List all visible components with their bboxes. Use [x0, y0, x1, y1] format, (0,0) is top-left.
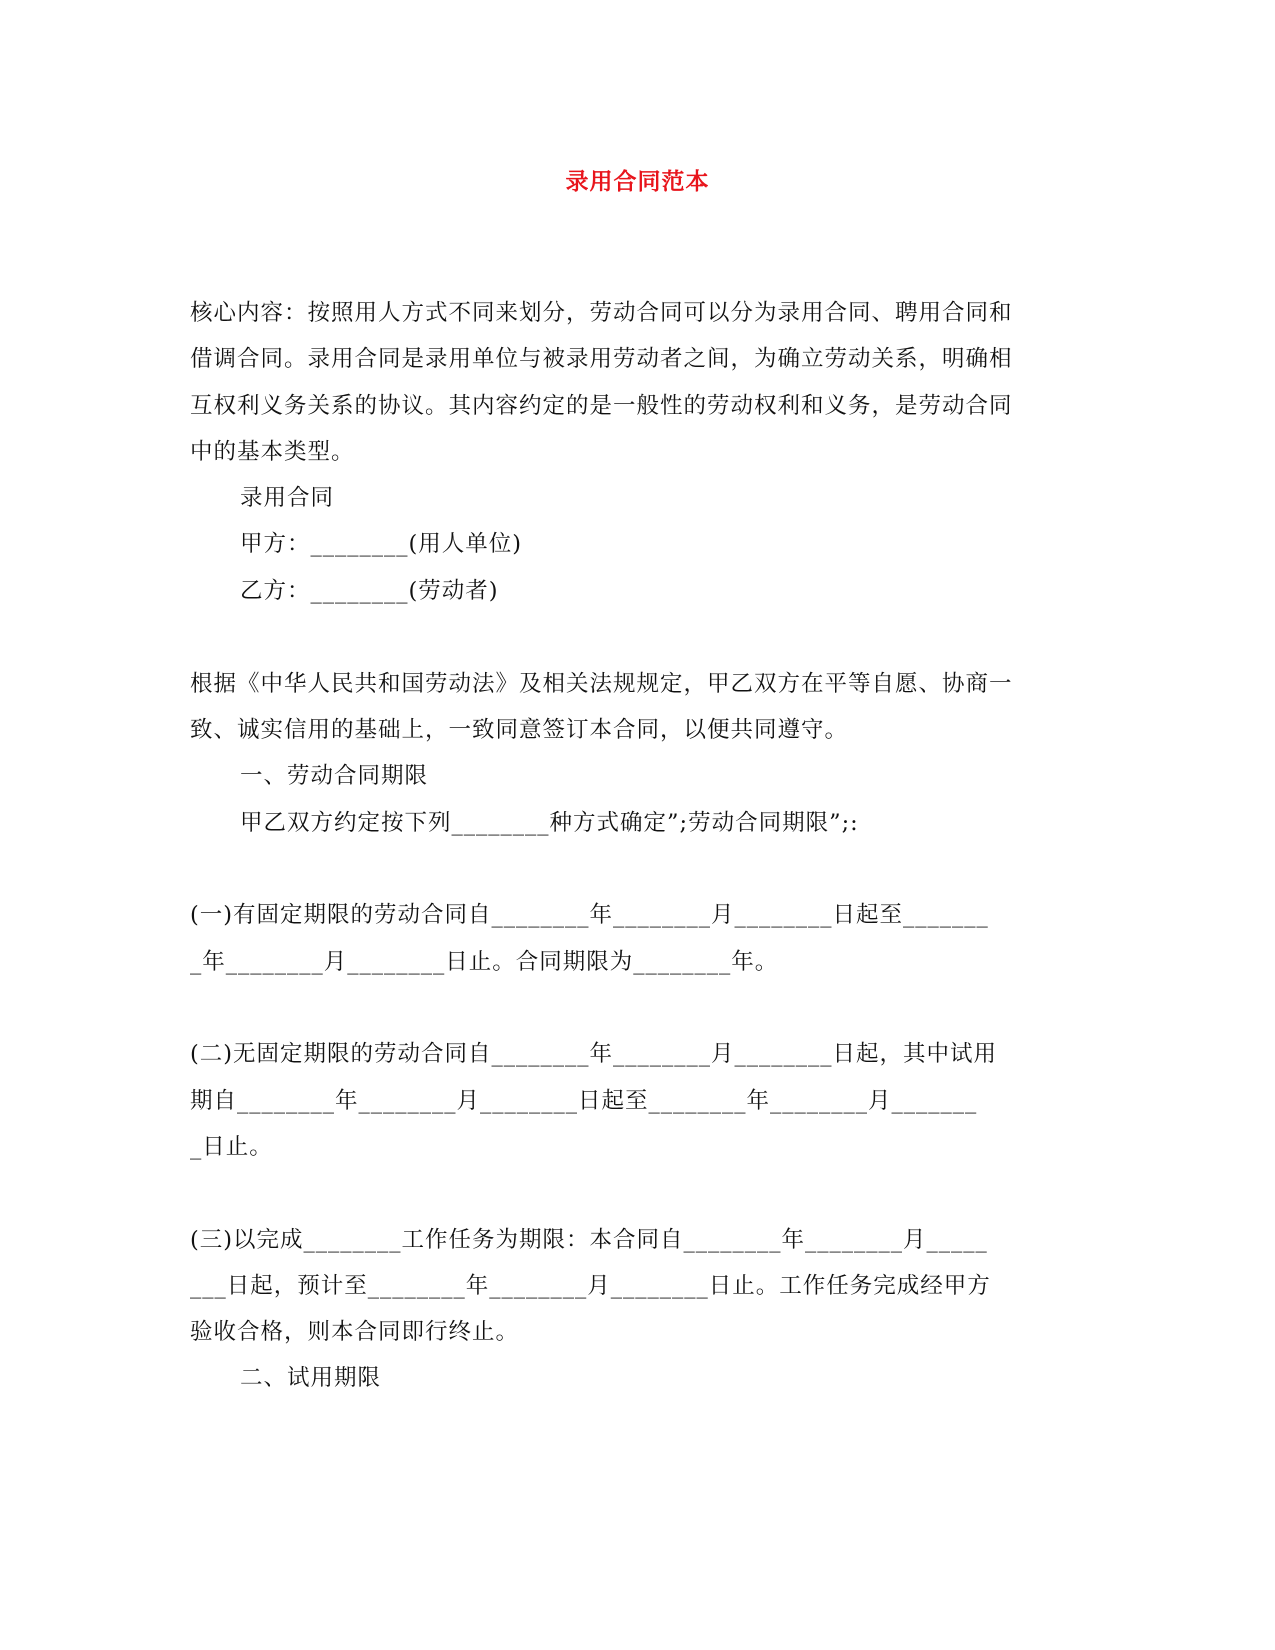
clause-3-line-1: (三)以完成________工作任务为期限：本合同自________年________月_____ [190, 1227, 988, 1253]
clause-1-line-1: (一)有固定期限的劳动合同自________年________月________日起至_______ [190, 902, 989, 928]
basis-line-1: 根据《中华人民共和国劳动法》及相关法规规定，甲乙双方在平等自愿、协商一 [190, 671, 1013, 697]
basis-line-2: 致、诚实信用的基础上，一致同意签订本合同，以便共同遵守。 [190, 717, 849, 743]
document-title: 录用合同范本 [565, 168, 710, 195]
clause-3-line-2: ___日起，预计至________年________月________日止。工作任务完成经甲方 [190, 1273, 991, 1299]
intro-line-4: 中的基本类型。 [190, 439, 355, 465]
clause-1-line-2: _年________月________日止。合同期限为________年。 [190, 949, 779, 975]
clause-3-line-3: 验收合格，则本合同即行终止。 [190, 1319, 520, 1345]
party-a-line: 甲方：________(用人单位) [240, 531, 523, 557]
section-1-heading: 一、劳动合同期限 [240, 763, 429, 789]
intro-line-3: 互权利义务关系的协议。其内容约定的是一般性的劳动权利和义务，是劳动合同 [190, 393, 1013, 419]
clause-2-line-3: _日止。 [190, 1134, 273, 1160]
contract-heading: 录用合同 [240, 485, 335, 511]
clause-2-line-2: 期自________年________月________日起至________年________月_______ [190, 1088, 978, 1114]
intro-line-2: 借调合同。录用合同是录用单位与被录用劳动者之间，为确立劳动关系，明确相 [190, 346, 1013, 372]
section-1-intro: 甲乙双方约定按下列________种方式确定”;劳动合同期限”;: [240, 810, 859, 836]
intro-line-1: 核心内容：按照用人方式不同来划分，劳动合同可以分为录用合同、聘用合同和 [190, 300, 1013, 326]
party-b-line: 乙方：________(劳动者) [240, 578, 499, 604]
section-2-heading: 二、试用期限 [240, 1365, 382, 1391]
clause-2-line-1: (二)无固定期限的劳动合同自________年________月________日起，其中试用 [190, 1041, 998, 1067]
